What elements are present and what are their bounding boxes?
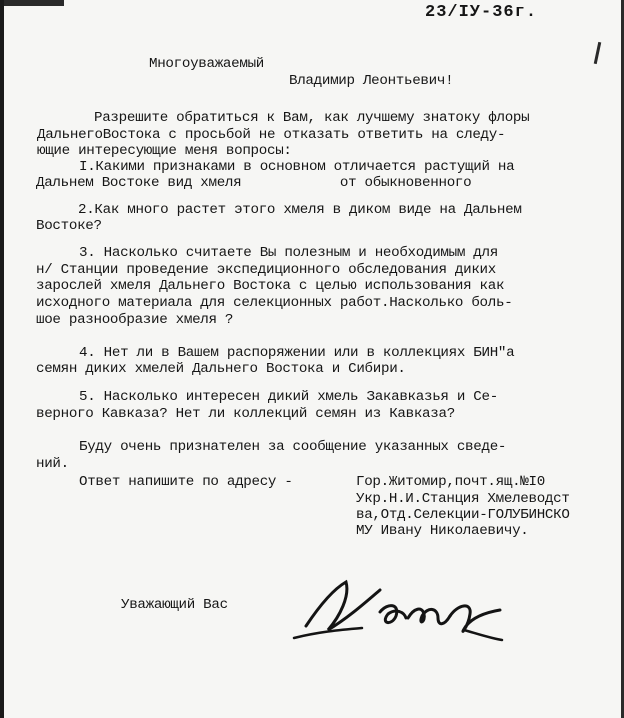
closing-line-1: Буду очень признателен за сообщение указанных сведе- xyxy=(79,439,507,455)
signoff: Уважающий Вас xyxy=(121,597,228,613)
scan-top-right-stroke xyxy=(594,42,602,64)
signature-stroke-6 xyxy=(464,630,502,640)
question-1-line-1: I.Какими признаками в основном отличается растущий на xyxy=(79,159,515,175)
question-1-line-2: Дальнем Востоке вид хмеля от обыкновенного xyxy=(36,175,472,191)
address-line-4: МУ Ивану Николаевичу. xyxy=(356,523,529,539)
signature-stroke-5 xyxy=(450,606,500,631)
intro-line-3: ющие интересующие меня вопросы: xyxy=(37,143,292,159)
question-4-line-1: 4. Нет ли в Вашем распоряжении или в коллекциях БИН"а xyxy=(79,345,515,361)
signature-stroke-1 xyxy=(306,582,380,630)
question-5-line-1: 5. Насколько интересен дикий хмель Закавказья и Се- xyxy=(79,389,498,405)
signature-stroke-3 xyxy=(380,606,406,623)
question-2-line-2: Востоке? xyxy=(36,218,102,234)
signature-stroke-4 xyxy=(408,609,450,624)
question-3-line-2: н/ Станции проведение экспедиционного обследования диких xyxy=(36,262,496,278)
address-line-1: Гор.Житомир,почт.ящ.№I0 xyxy=(356,474,545,490)
question-3-line-4: исходного материала для селекционных работ.Насколько боль- xyxy=(36,295,513,311)
intro-line-1: Разрешите обратиться к Вам, как лучшему знатоку флоры xyxy=(94,110,530,126)
greeting-line-2: Владимир Леонтьевич! xyxy=(289,73,454,89)
address-line-2: Укр.Н.И.Станция Хмелеводст xyxy=(356,491,570,507)
greeting-line-1: Многоуважаемый xyxy=(149,56,264,72)
scan-corner-mark xyxy=(4,0,64,6)
closing-line-2: ний. xyxy=(36,456,69,472)
question-5-line-2: верного Кавказа? Нет ли коллекций семян из Кавказа? xyxy=(36,406,455,422)
address-label: Ответ напишите по адресу - xyxy=(79,474,293,490)
question-4-line-2: семян диких хмелей Дальнего Востока и Сибири. xyxy=(36,361,406,377)
question-3-line-1: 3. Насколько считаете Вы полезным и необходимым для xyxy=(79,245,498,261)
handwritten-signature xyxy=(288,568,508,650)
question-2-line-1: 2.Как много растет этого хмеля в диком виде на Дальнем xyxy=(78,202,522,218)
question-3-line-3: зарослей хмеля Дальнего Востока с целью использования как xyxy=(36,278,505,294)
question-3-line-5: шое разнообразие хмеля ? xyxy=(36,312,234,328)
address-line-3: ва,Отд.Селекции-ГОЛУБИНСКО xyxy=(356,507,570,523)
intro-line-2: ДальнегоВостока с просьбой не отказать ответить на следу- xyxy=(37,127,506,143)
letter-date: 23/IУ-36г. xyxy=(425,3,538,22)
